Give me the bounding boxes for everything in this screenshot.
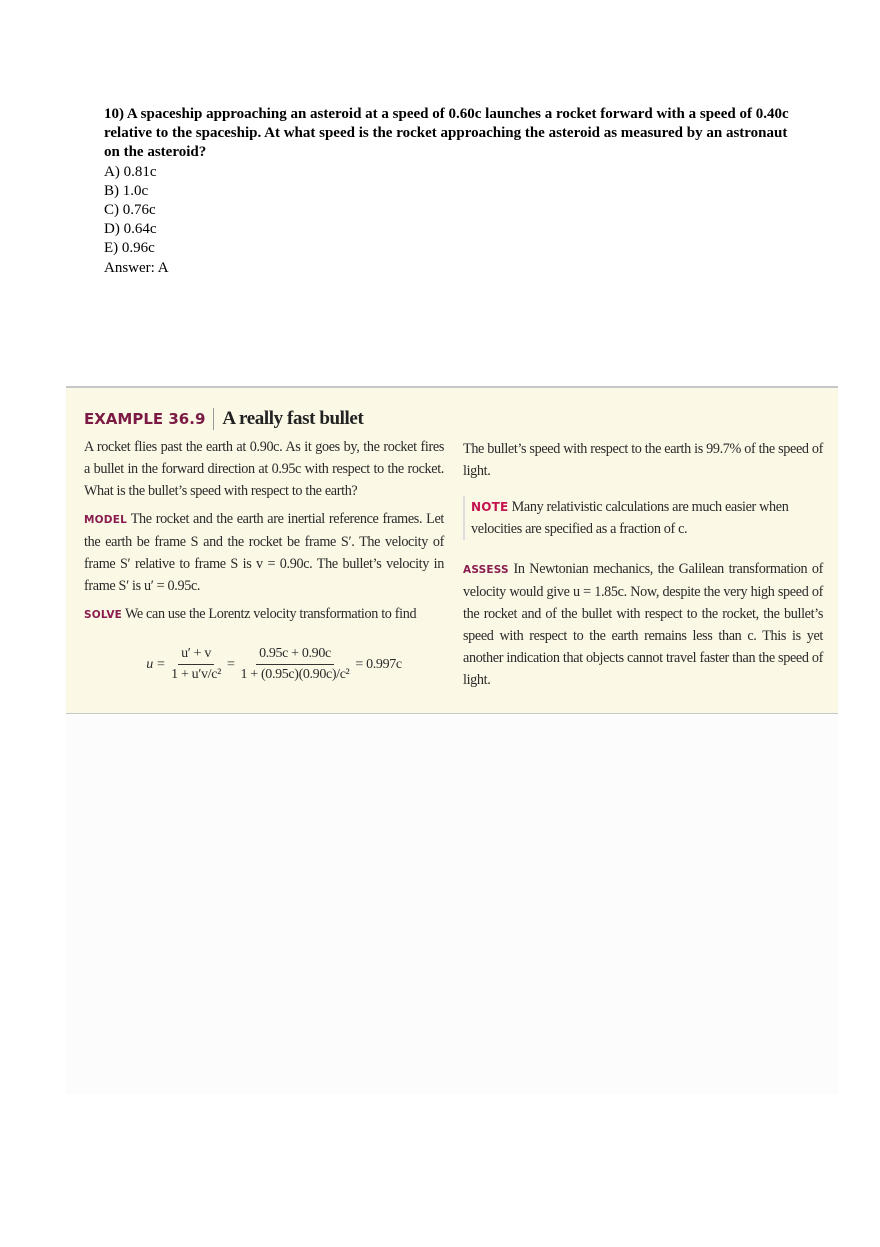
answer: Answer: A	[104, 259, 169, 276]
note-tag: NOTE	[471, 500, 509, 514]
eq-sign: =	[226, 656, 235, 672]
example-header	[84, 408, 444, 430]
example-title: A really fast bullet	[213, 408, 363, 430]
frac1-numerator: u′ + v	[178, 644, 214, 665]
example-intro: A rocket flies past the earth at 0.90c. As it goes by, the rocket fires a bullet in the forward direction at 0.95c with respect to the rocket. What is the bullet’s speed with respect to the earth?	[84, 439, 444, 499]
note-block	[463, 496, 823, 540]
solve-text: We can use the Lorentz velocity transformation to find	[125, 606, 417, 622]
fraction-1	[168, 644, 224, 685]
eq-lhs: u =	[146, 656, 166, 672]
fraction-2	[237, 644, 352, 685]
assess-tag: ASSESS	[463, 564, 509, 576]
option-a: A) 0.81c	[104, 163, 157, 180]
example-box	[66, 386, 838, 715]
solve-paragraph	[84, 603, 444, 626]
option-b: B) 1.0c	[104, 182, 149, 199]
image-background	[66, 714, 838, 1094]
model-paragraph	[84, 508, 444, 597]
option-e: E) 0.96c	[104, 240, 155, 257]
model-text: The rocket and the earth are inertial reference frames. Let the earth be frame S and the rocket be frame S′. The velocity of frame S′ relative to frame S is v = 0.90c. The bullet’s velocity in frame S′ is u′ = 0.95c.	[84, 511, 444, 594]
frac1-denominator: 1 + u′v/c²	[171, 667, 221, 682]
option-d: D) 0.64c	[104, 221, 157, 238]
question-stem: 10) A spaceship approaching an asteroid at a speed of 0.60c launches a rocket forward with a speed of 0.40c relative to the spaceship. At what speed is the rocket approaching the asteroid as measured by an astronaut on the asteroid?	[104, 106, 789, 161]
frac2-denominator: 1 + (0.95c)(0.90c)/c²	[240, 667, 350, 682]
assess-text: In Newtonian mechanics, the Galilean transformation of velocity would give u = 1.85c. Now, despite the very high speed of the rocket and of the bullet with respect to the rocket, the bullet’s speed with respect to the earth remains less than c. This is yet another indication that objects cannot travel faster than the speed of light.	[463, 561, 823, 688]
assess-paragraph	[463, 558, 823, 691]
model-tag: MODEL	[84, 514, 127, 526]
frac2-numerator: 0.95c + 0.90c	[256, 644, 334, 665]
note-text: Many relativistic calculations are much easier when velocities are specified as a fraction of c.	[471, 499, 789, 537]
eq-result: = 0.997c	[355, 656, 402, 672]
result-text: The bullet’s speed with respect to the earth is 99.7% of the speed of light.	[463, 441, 823, 479]
example-right-column	[463, 438, 823, 697]
equation	[84, 644, 444, 685]
example-label: EXAMPLE 36.9	[84, 410, 206, 428]
option-c: C) 0.76c	[104, 202, 156, 219]
solve-tag: SOLVE	[84, 609, 123, 621]
example-left-column	[84, 408, 444, 685]
question-block	[104, 105, 804, 278]
